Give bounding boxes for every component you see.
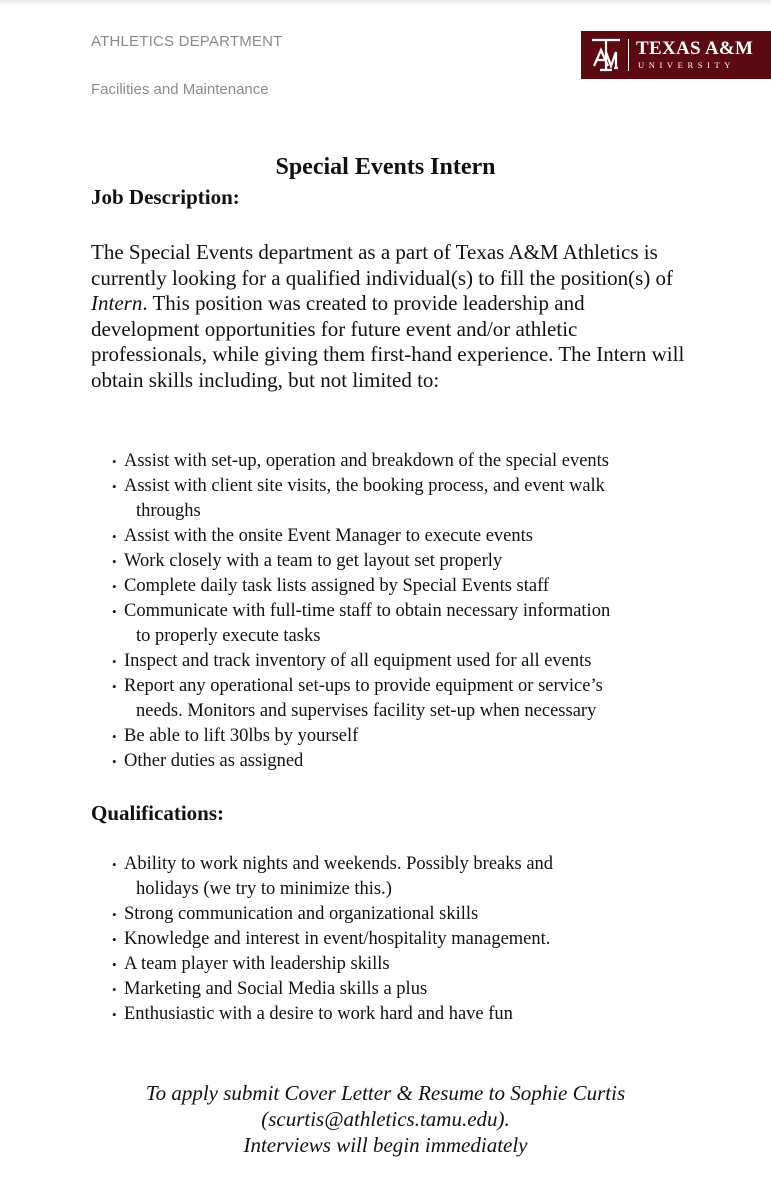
qualification-item	[112, 977, 732, 1002]
duty-item-text: Other duties as assigned	[124, 751, 304, 771]
qualification-item-text: Knowledge and interest in event/hospitality management.	[124, 929, 551, 949]
qualifications-heading: Qualifications:	[91, 801, 225, 825]
bullet-dot: •	[112, 754, 117, 769]
qualification-item-continuation: holidays (we try to minimize this.)	[136, 879, 392, 899]
qualification-item	[112, 952, 732, 977]
bullet-dot: •	[112, 907, 117, 922]
duty-item-text: Complete daily task lists assigned by Special Events staff	[124, 576, 550, 596]
page-title: Special Events Intern	[275, 154, 496, 180]
duty-item-text: Assist with the onsite Event Manager to execute events	[124, 526, 533, 546]
qualification-item	[112, 927, 732, 952]
closing-line-1: To apply submit Cover Letter & Resume to Sophie Curtis	[145, 1081, 626, 1105]
duty-item	[112, 474, 732, 524]
bullet-dot: •	[112, 654, 117, 669]
bullet-dot: •	[112, 479, 117, 494]
qualification-item	[112, 852, 732, 902]
job-description-heading: Job Description:	[91, 185, 240, 209]
closing-line-3: Interviews will begin immediately	[243, 1133, 528, 1157]
duty-item	[112, 574, 732, 599]
qualification-item-text: A team player with leadership skills	[124, 954, 390, 974]
duty-item	[112, 749, 732, 774]
duty-item	[112, 599, 732, 649]
closing-note	[0, 1080, 771, 1158]
qualification-item-text: Strong communication and organizational skills	[124, 904, 479, 924]
duty-item-text: Assist with set-up, operation and breakdown of the special events	[124, 451, 609, 471]
intro-italic-intern: Intern	[91, 291, 143, 315]
duties-list	[112, 449, 732, 774]
atm-monogram-icon	[589, 36, 623, 74]
bullet-dot: •	[112, 604, 117, 619]
bullet-dot: •	[112, 957, 117, 972]
duty-item-text: Communicate with full-time staff to obtain necessary information	[124, 601, 611, 621]
bullet-dot: •	[112, 554, 117, 569]
duty-item-text: Inspect and track inventory of all equipment used for all events	[124, 651, 592, 671]
duty-item	[112, 549, 732, 574]
duty-item-text: Be able to lift 30lbs by yourself	[124, 726, 359, 746]
duty-item-text: Assist with client site visits, the booking process, and event walk	[124, 476, 605, 496]
bullet-dot: •	[112, 579, 117, 594]
bullet-dot: •	[112, 529, 117, 544]
duty-item-text: Report any operational set-ups to provide equipment or service’s	[124, 676, 603, 696]
intro-text-1: The Special Events department as a part of Texas A&M Athletics is currently looking for a qualified individual(s) to fill the position(s) of	[91, 240, 674, 290]
logo-divider	[628, 39, 629, 71]
duty-item-continuation: needs. Monitors and supervises facility set-up when necessary	[136, 701, 597, 721]
duty-item	[112, 524, 732, 549]
department-label: ATHLETICS DEPARTMENT	[91, 33, 283, 50]
tamu-logo	[581, 31, 771, 79]
duty-item	[112, 724, 732, 749]
intro-text-2: . This position was created to provide leadership and development opportunities for future event and/or athletic professionals, while giving them first-hand experience. The Intern will obtain skills including, but not limited to:	[91, 291, 685, 392]
top-edge-shadow	[0, 0, 771, 6]
qualification-item-text: Enthusiastic with a desire to work hard and have fun	[124, 1004, 513, 1024]
qualification-item	[112, 1002, 732, 1027]
bullet-dot: •	[112, 679, 117, 694]
logo-wordmark: TEXAS A&M	[636, 38, 754, 59]
bullet-dot: •	[112, 729, 117, 744]
intro-paragraph	[91, 240, 691, 393]
logo-university: UNIVERSITY	[638, 60, 735, 70]
duty-item	[112, 449, 732, 474]
bullet-dot: •	[112, 454, 117, 469]
duty-item-continuation: to properly execute tasks	[136, 626, 321, 646]
duty-item	[112, 674, 732, 724]
duty-item-text: Work closely with a team to get layout set properly	[124, 551, 503, 571]
bullet-dot: •	[112, 857, 117, 872]
bullet-dot: •	[112, 982, 117, 997]
qualification-item-text: Ability to work nights and weekends. Possibly breaks and	[124, 854, 554, 874]
duty-item-continuation: throughs	[136, 501, 201, 521]
bullet-dot: •	[112, 932, 117, 947]
qualifications-list	[112, 852, 732, 1027]
subdepartment-label: Facilities and Maintenance	[91, 81, 269, 98]
qualification-item	[112, 902, 732, 927]
closing-email: (scurtis@athletics.tamu.edu).	[261, 1107, 510, 1131]
duty-item	[112, 649, 732, 674]
bullet-dot: •	[112, 1007, 117, 1022]
qualification-item-text: Marketing and Social Media skills a plus	[124, 979, 428, 999]
